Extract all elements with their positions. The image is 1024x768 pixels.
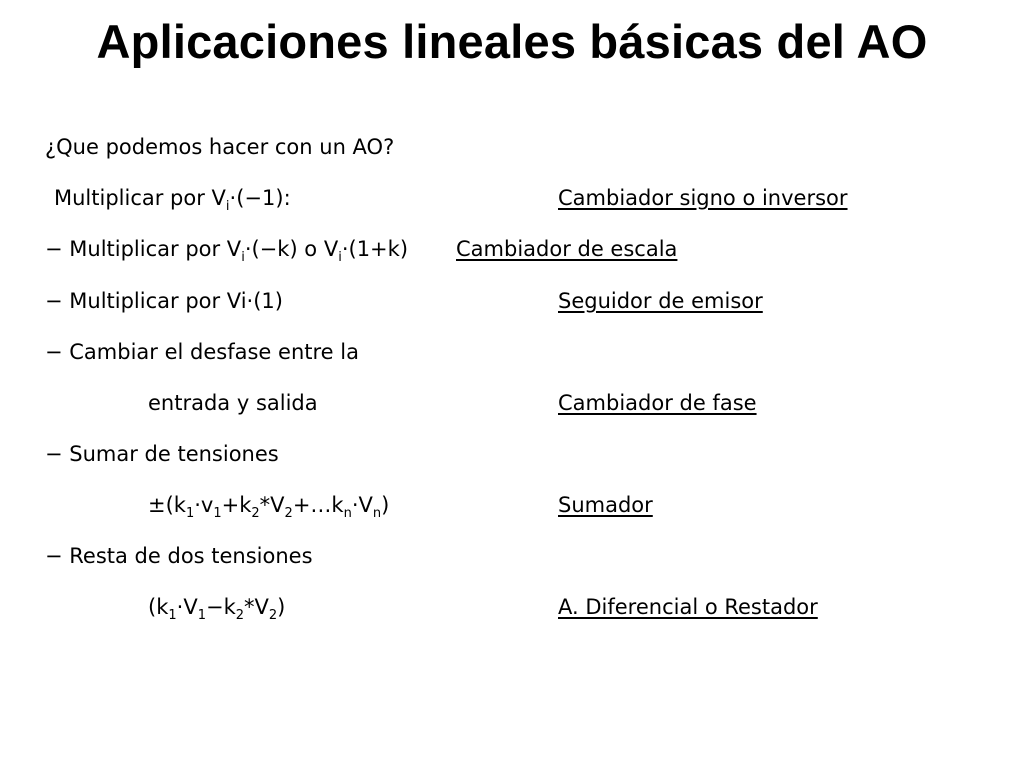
row-6-label: Sumador (558, 493, 653, 517)
row-4-label: Cambiador de fase (558, 391, 757, 415)
row-6-left: $\pm(k_1\cdot v_1+k_2*V_2+\dots k_n\cdot V_n)$ (148, 493, 390, 521)
row-4-left: entrada y salida (148, 391, 318, 415)
question-text: ¿Que podemos hacer con un AO? (45, 135, 395, 159)
row-7-left: − Resta de dos tensiones (45, 544, 313, 568)
row-0-label: Cambiador signo o inversor (558, 186, 848, 210)
row-8-label: A. Diferencial o Restador (558, 595, 818, 619)
slide-title: Aplicaciones lineales básicas del AO (96, 15, 928, 68)
row-8-left: $(k_1\cdot V_1-k_2*V_2)$ (148, 595, 286, 623)
row-0-left: Multiplicar por $V_i\cdot(-1)$: (54, 186, 291, 214)
row-2-label: Seguidor de emisor (558, 289, 763, 313)
row-5-left: − Sumar de tensiones (45, 442, 279, 466)
row-1-left: − Multiplicar por $V_i\cdot(-k)$ o $V_i\cdot(1+k)$ (45, 237, 409, 265)
row-3-left: − Cambiar el desfase entre la (45, 340, 359, 364)
row-1-label: Cambiador de escala (456, 237, 678, 261)
row-2-left: − Multiplicar por Vi·(1) (45, 289, 283, 313)
